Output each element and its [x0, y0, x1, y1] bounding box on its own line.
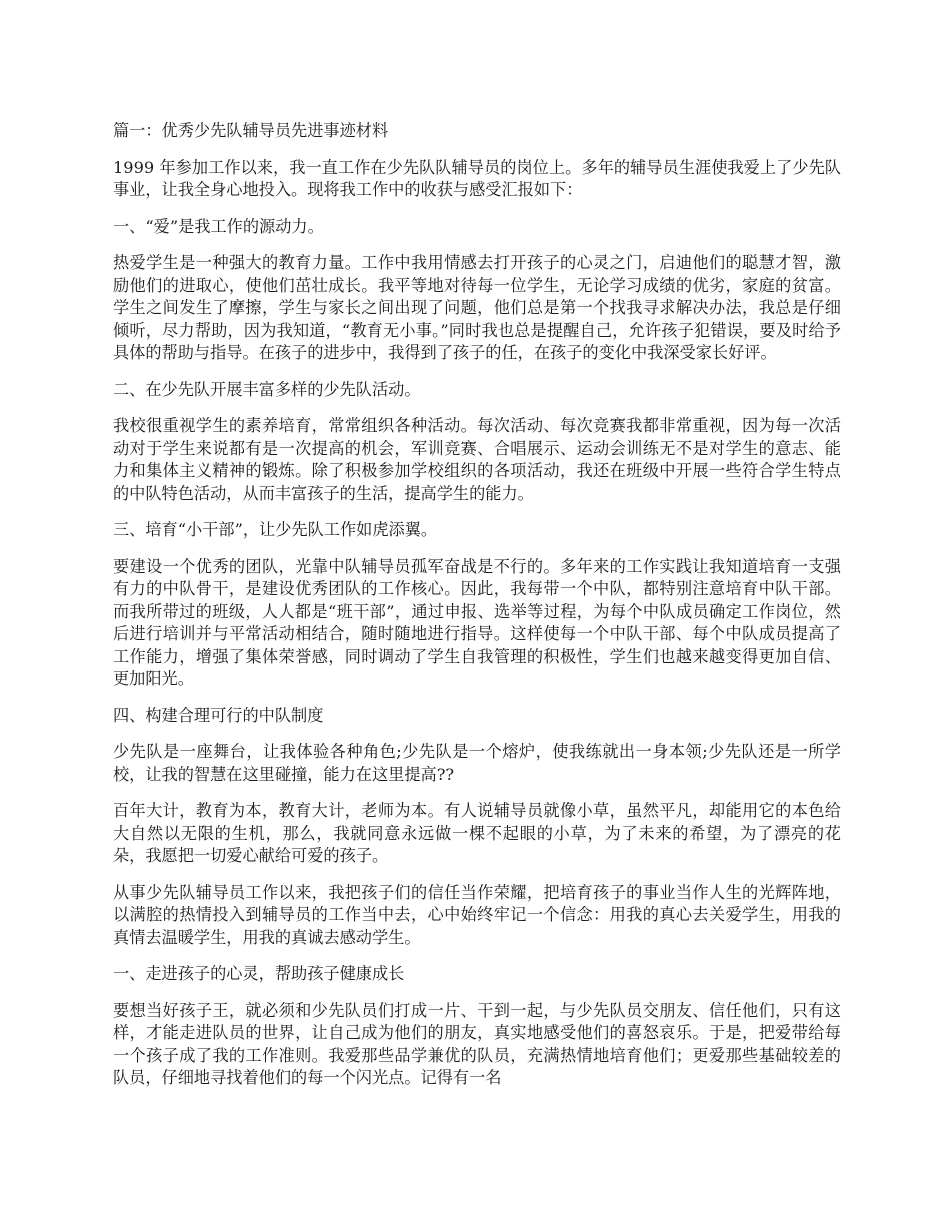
paragraph-cadres: 要建设一个优秀的团队，光靠中队辅导员孤军奋战是不行的。多年来的工作实践让我知道培育一支强有力的中队骨干，是建设优秀团队的工作核心。因此，我每带一个中队，都特别注意培育中队干部。而我所带过的班级，人人都是“班干部”，通过申报、选举等过程，为每个中队成员确定工作岗位，然后进行培训并与平常活动相结合，随时随地进行指导。这样使每一个中队干部、每个中队成员提高了工作能力，增强了集体荣誉感，同时调动了学生自我管理的积极性，学生们也越来越变得更加自信、更加阳光。	[113, 556, 841, 688]
paragraph-grass: 百年大计，教育为本，教育大计，老师为本。有人说辅导员就像小草，虽然平凡，却能用它的本色给大自然以无限的生机，那么，我就同意永远做一棵不起眼的小草，为了未来的希望，为了漂亮的花朵，我愿把一切爱心献给可爱的孩子。	[113, 801, 841, 865]
section-heading-cadres: 三、培育“小干部”，让少先队工作如虎添翼。	[113, 520, 438, 539]
section-heading-love: 一、“爱”是我工作的源动力。	[113, 216, 324, 236]
paragraph-activities: 我校很重视学生的素养培育，常常组织各种活动。每次活动、每次竞赛我都非常重视，因为每一次活动对于学生来说都有是一次提高的机会，军训竞赛、合唱展示、运动会训练无不是对学生的意志、能力和集体主义精神的锻炼。除了积极参加学校组织的各项活动，我还在班级中开展一些符合学生特点的中队特色活动，从而丰富孩子的生活，提高学生的能力。	[113, 416, 841, 503]
document-title: 篇一：优秀少先队辅导员先进事迹材料	[113, 121, 389, 140]
section-heading-system: 四、构建合理可行的中队制度	[113, 705, 324, 725]
section-heading-heart: 一、走进孩子的心灵，帮助孩子健康成长	[113, 964, 405, 983]
paragraph-love: 热爱学生是一种强大的教育力量。工作中我用情感去打开孩子的心灵之门，启迪他们的聪慧才智，激励他们的进取心，使他们茁壮成长。我平等地对待每一位学生，无论学习成绩的优劣，家庭的贫富。学生之间发生了摩擦，学生与家长之间出现了问题，他们总是第一个找我寻求解决办法，我总是仔细倾听，尽力帮助，因为我知道，“教育无小事。”同时我也总是提醒自己，允许孩子犯错误，要及时给予具体的帮助与指导。在孩子的进步中，我得到了孩子的任，在孩子的变化中我深受家长好评。	[113, 253, 841, 362]
section-heading-activities: 二、在少先队开展丰富多样的少先队活动。	[113, 379, 421, 399]
paragraph-intro: 1999 年参加工作以来，我一直工作在少先队队辅导员的岗位上。多年的辅导员生涯使我爱上了少先队事业，让我全身心地投入。现将我工作中的收获与感受汇报如下：	[113, 157, 841, 199]
paragraph-stage: 少先队是一座舞台，让我体验各种角色;少先队是一个熔炉，使我练就出一身本领;少先队还是一所学校，让我的智慧在这里碰撞，能力在这里提高??	[113, 742, 841, 784]
document-page	[113, 120, 841, 1104]
paragraph-belief: 从事少先队辅导员工作以来，我把孩子们的信任当作荣耀，把培育孩子的事业当作人生的光辉阵地，以满腔的热情投入到辅导员的工作当中去，心中始终牢记一个信念：用我的真心去关爱学生，用我的真情去温暖学生，用我的真诚去感动学生。	[113, 882, 841, 947]
paragraph-heart: 要想当好孩子王，就必须和少先队员们打成一片、干到一起，与少先队员交朋友、信任他们，只有这样，才能走进队员的世界，让自己成为他们的朋友，真实地感受他们的喜怒哀乐。于是，把爱带给每一个孩子成了我的工作准则。我爱那些品学兼优的队员，充满热情地培育他们；更爱那些基础较差的队员，仔细地寻找着他们的每一个闪光点。记得有一名	[113, 1000, 841, 1087]
